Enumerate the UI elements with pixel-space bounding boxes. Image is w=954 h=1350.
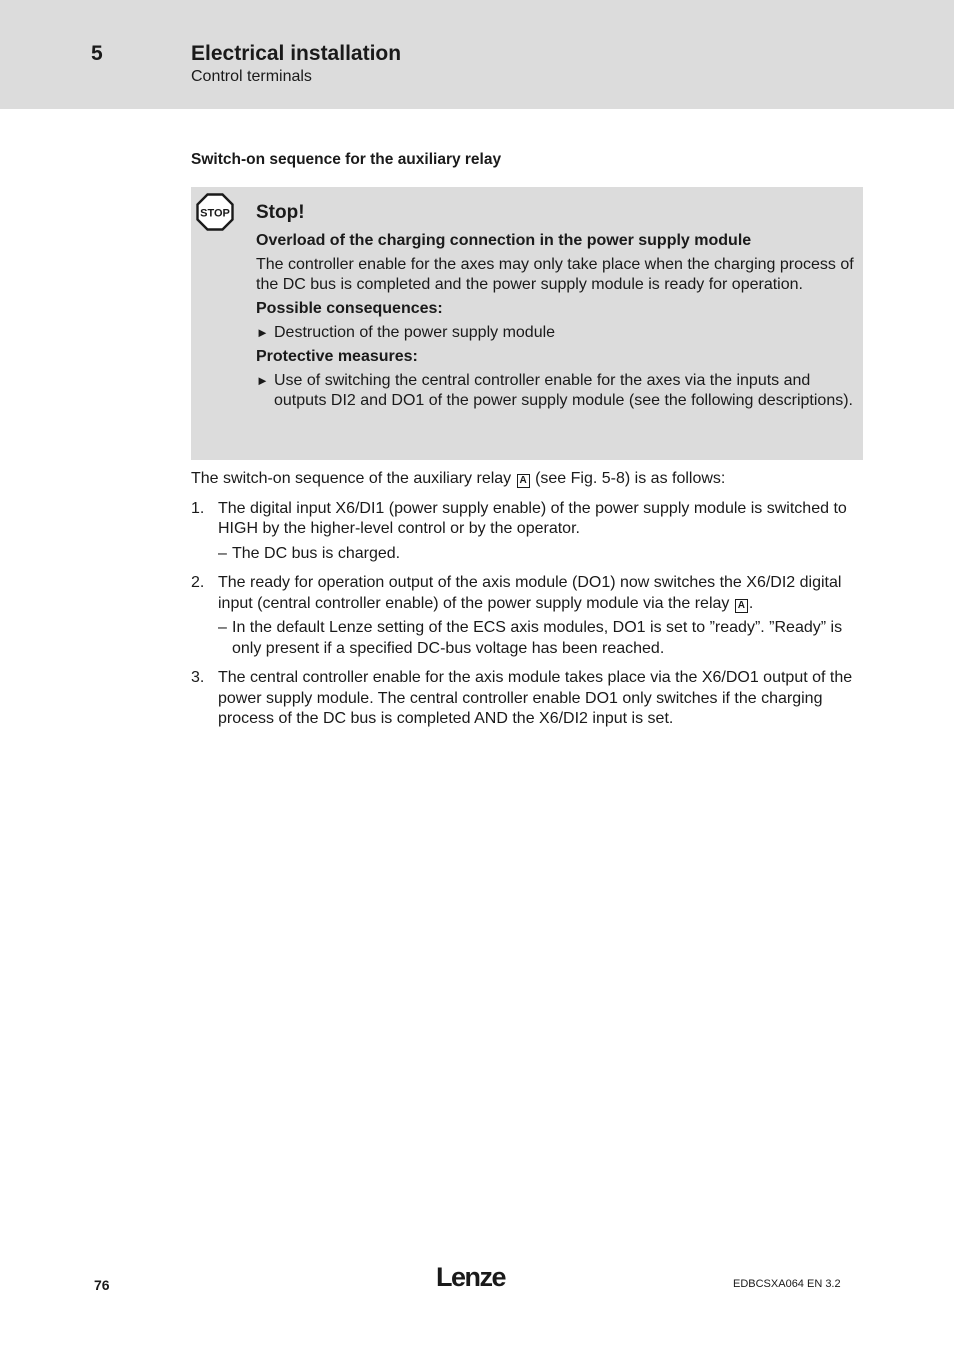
intro-after: (see Fig. 5-8) is as follows:	[535, 470, 726, 487]
step-text: The digital input X6/DI1 (power supply enable) of the power supply module is switched to HIGH by the higher-level control or by the operator.	[218, 499, 847, 537]
step-number: 1.	[191, 499, 205, 517]
chapter-subtitle: Control terminals	[191, 68, 312, 85]
step-text: The central controller enable for the axis module takes place via the X6/DO1 output of the power supply module. The central controller enable DO1 only switches if the charging process of the DC bus is completed AND the X6/DI2 input is set.	[218, 669, 853, 727]
step-item	[191, 668, 863, 730]
page-number: 76	[94, 1277, 110, 1293]
document-id: EDBCSXA064 EN 3.2	[733, 1278, 841, 1290]
chapter-number: 5	[91, 42, 103, 65]
step-number: 3.	[191, 669, 205, 686]
step-note-text: The DC bus is charged.	[232, 544, 401, 562]
step-item	[191, 573, 863, 659]
relay-a-marker: A	[735, 599, 748, 613]
triangle-bullet-icon: ►	[256, 373, 269, 388]
step-text-end: .	[748, 594, 754, 612]
step-item	[191, 499, 863, 565]
step-note	[218, 618, 863, 659]
stop-icon-text: STOP	[200, 207, 230, 220]
step-note	[218, 544, 863, 565]
header-band	[0, 0, 954, 109]
step-text: The ready for operation output of the axis module (DO1) now switches the X6/DI2 digital input (central controller enable) of the power supply module via the relay	[218, 574, 842, 612]
dash-icon: –	[218, 619, 227, 636]
consequences-label: Possible consequences:	[256, 300, 443, 317]
stop-content	[256, 203, 860, 415]
chapter-title: Electrical installation	[191, 42, 402, 65]
lenze-logo: Lenze	[436, 1262, 506, 1292]
dash-icon: –	[218, 544, 227, 562]
section-heading: Switch-on sequence for the auxiliary relay	[191, 151, 502, 168]
step-text-wrap	[218, 573, 863, 614]
intro-paragraph	[191, 469, 863, 490]
stop-text: The controller enable for the axes may only take place when the charging process of the DC bus is completed and the power supply module is ready for operation.	[256, 256, 854, 293]
intro-before: The switch-on sequence of the auxiliary relay	[191, 470, 512, 487]
measures-label: Protective measures:	[256, 348, 418, 365]
relay-a-marker: A	[517, 474, 530, 488]
measure-item	[256, 371, 860, 411]
consequence-item	[256, 323, 860, 343]
measure-text: Use of switching the central controller enable for the axes via the inputs and outputs DI2 and DO1 of the power supply module (see the following descriptions).	[274, 372, 853, 409]
stop-sign-icon	[196, 193, 234, 231]
step-number: 2.	[191, 574, 205, 591]
step-note-text: In the default Lenze setting of the ECS axis modules, DO1 is set to ”ready”. ”Ready” is only present if a specified DC-bus voltage has been reached.	[232, 619, 843, 657]
triangle-bullet-icon: ►	[256, 325, 269, 340]
body-text	[191, 469, 863, 739]
stop-title: Stop!	[256, 202, 305, 223]
consequence-text: Destruction of the power supply module	[274, 324, 556, 341]
stop-subtitle: Overload of the charging connection in the power supply module	[256, 232, 752, 249]
